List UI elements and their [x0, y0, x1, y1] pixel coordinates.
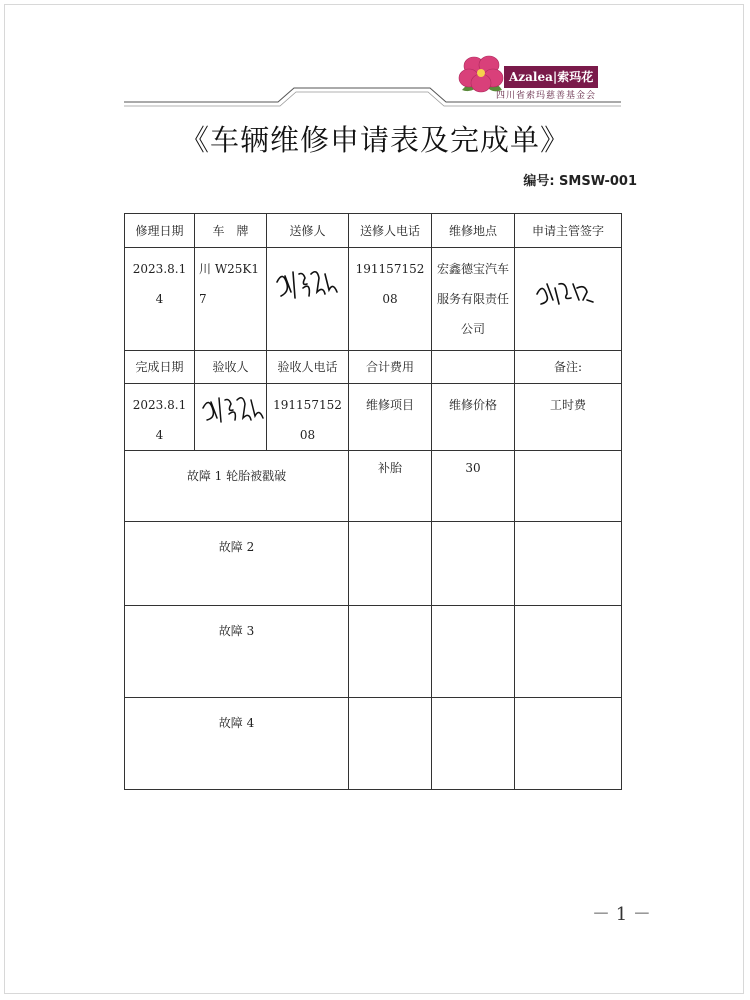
header-location: 维修地点: [432, 214, 515, 248]
fault-2-label: 故障 2: [125, 522, 349, 606]
header-repair-date: 修理日期: [125, 214, 195, 248]
logo-brand-text: Azalea|索玛花: [504, 66, 598, 88]
fault-row: [125, 451, 622, 522]
fault-1-label: 故障 1 轮胎被戳破: [125, 451, 349, 522]
supervisor-signature-image: [533, 270, 603, 310]
sender-phone-value: 19115715208: [349, 248, 432, 351]
header-total-cost: 合计费用: [349, 351, 432, 384]
header-repair-price: 维修价格: [432, 384, 515, 451]
fault-2-labor: [515, 522, 622, 606]
document-number: 编号: SMSW-001: [523, 174, 637, 189]
header-sender: 送修人: [267, 214, 349, 248]
fault-4-item: [349, 698, 432, 790]
fault-row: [125, 522, 622, 606]
plate-value: 川 W25K17: [195, 248, 267, 351]
sender-signature-image: [273, 262, 343, 302]
fault-2-item: [349, 522, 432, 606]
header-labor-fee: 工时费: [515, 384, 622, 451]
fault-3-label: 故障 3: [125, 606, 349, 698]
acceptor-signature: [195, 384, 267, 451]
header-sender-phone: 送修人电话: [349, 214, 432, 248]
fault-1-item: 补胎: [349, 451, 432, 522]
header-row-2: [125, 351, 622, 384]
supervisor-signature: [515, 248, 622, 351]
acceptor-phone-value: 19115715208: [267, 384, 349, 451]
data-row-2: [125, 384, 622, 451]
fault-2-price: [432, 522, 515, 606]
location-value: 宏鑫德宝汽车服务有限责任公司: [432, 248, 515, 351]
completion-date-value: 2023.8.14: [125, 384, 195, 451]
header-supervisor-signature: 申请主管签字: [515, 214, 622, 248]
header-acceptor-phone: 验收人电话: [267, 351, 349, 384]
header-repair-item: 维修项目: [349, 384, 432, 451]
fault-4-price: [432, 698, 515, 790]
sender-signature: [267, 248, 349, 351]
page-number: － 1 －: [592, 904, 651, 925]
fault-3-price: [432, 606, 515, 698]
page-title: 《车辆维修申请表及完成单》: [179, 123, 570, 157]
repair-date-value: 2023.8.14: [125, 248, 195, 351]
repair-form-table: [124, 213, 622, 790]
total-cost-value: [432, 351, 515, 384]
fault-row: [125, 606, 622, 698]
fault-3-item: [349, 606, 432, 698]
header-divider: [0, 80, 750, 110]
acceptor-signature-image: [199, 390, 265, 424]
header-acceptor: 验收人: [195, 351, 267, 384]
header-row-1: [125, 214, 622, 248]
logo-org-text: 四川省索玛慈善基金会: [496, 91, 597, 101]
fault-1-labor: [515, 451, 622, 522]
fault-3-labor: [515, 606, 622, 698]
header-remarks: 备注:: [515, 351, 622, 384]
data-row-1: [125, 248, 622, 351]
fault-row: [125, 698, 622, 790]
fault-4-label: 故障 4: [125, 698, 349, 790]
header-completion-date: 完成日期: [125, 351, 195, 384]
fault-1-price: 30: [432, 451, 515, 522]
header-plate: 车 牌: [195, 214, 267, 248]
fault-4-labor: [515, 698, 622, 790]
